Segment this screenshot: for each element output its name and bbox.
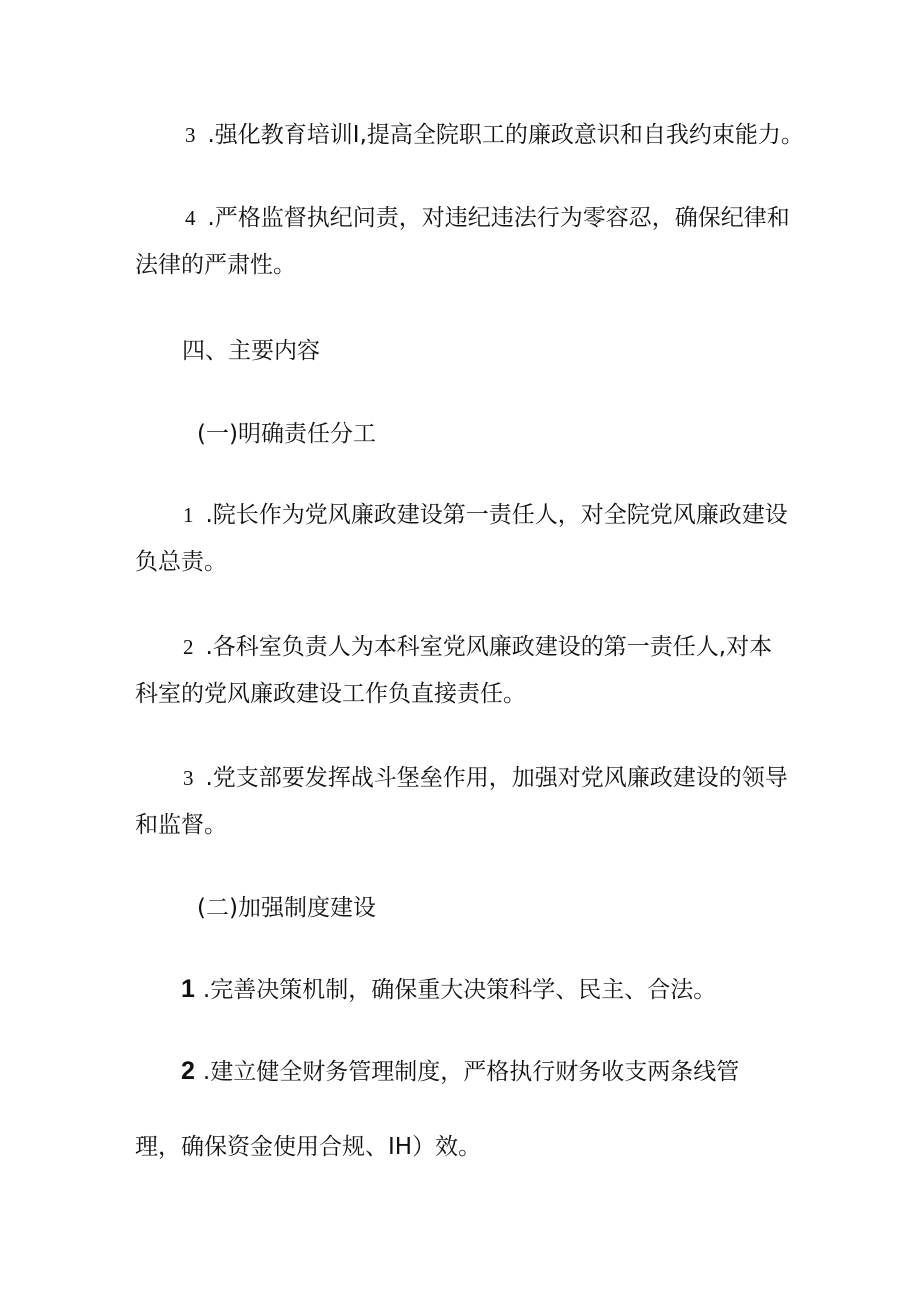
paragraph-text: .建立健全财务管理制度，严格执行财务收支两条线管 <box>202 1059 740 1085</box>
paragraph-4-supervision-line2 <box>135 250 296 280</box>
subsection-heading-responsibility <box>197 419 376 449</box>
item-number: 3 <box>183 766 194 790</box>
item-number: 1 <box>181 975 195 1003</box>
paragraph-text: .院长作为党风廉政建设第一责任人，对全院党风廉政建设 <box>205 502 788 528</box>
paragraph-3-strengthen-training <box>185 120 804 150</box>
paragraph-text: .党支部要发挥战斗堡垒作用，加强对党风廉政建设的领导 <box>205 765 788 791</box>
paragraph-2-finance-system-line2 <box>135 1132 481 1162</box>
paragraph-1-decision-mechanism <box>181 974 716 1005</box>
paragraph-text: 法律的严肃性。 <box>135 252 296 278</box>
paragraph-text: 和监督。 <box>135 812 227 838</box>
paragraph-3-party-branch-line2 <box>135 810 227 840</box>
heading-text: (一)明确责任分工 <box>197 421 376 447</box>
paragraph-4-supervision-line1 <box>185 203 790 233</box>
item-number: 2 <box>183 635 194 659</box>
section-heading-main-content <box>182 336 320 366</box>
paragraph-text: .各科室负责人为本科室党风廉政建设的第一责任人,对本 <box>205 634 773 660</box>
paragraph-text: 理，确保资金使用合规、IH）效。 <box>135 1134 482 1160</box>
heading-text: 四、主要内容 <box>182 338 320 364</box>
paragraph-2-finance-system-line1 <box>181 1056 739 1087</box>
paragraph-text: 科室的党风廉政建设工作负直接责任。 <box>135 681 526 707</box>
paragraph-text: .严格监督执纪问责，对违纪违法行为零容忍，确保纪律和 <box>207 205 790 231</box>
paragraph-2-department-heads-line2 <box>135 679 526 709</box>
paragraph-3-party-branch-line1 <box>183 763 788 793</box>
paragraph-text: .完善决策机制，确保重大决策科学、民主、合法。 <box>202 977 717 1003</box>
paragraph-1-president-line1 <box>183 500 788 530</box>
heading-text: (二)加强制度建设 <box>197 895 376 921</box>
item-number: 2 <box>181 1057 195 1085</box>
item-number: 3 <box>185 123 196 147</box>
item-number: 1 <box>183 503 194 527</box>
subsection-heading-system-building <box>197 893 376 923</box>
paragraph-2-department-heads-line1 <box>183 632 772 662</box>
paragraph-1-president-line2 <box>135 547 227 577</box>
paragraph-text: .强化教育培训I,提高全院职工的廉政意识和自我约束能力。 <box>207 122 804 148</box>
item-number: 4 <box>185 206 196 230</box>
paragraph-text: 负总责。 <box>135 549 227 575</box>
